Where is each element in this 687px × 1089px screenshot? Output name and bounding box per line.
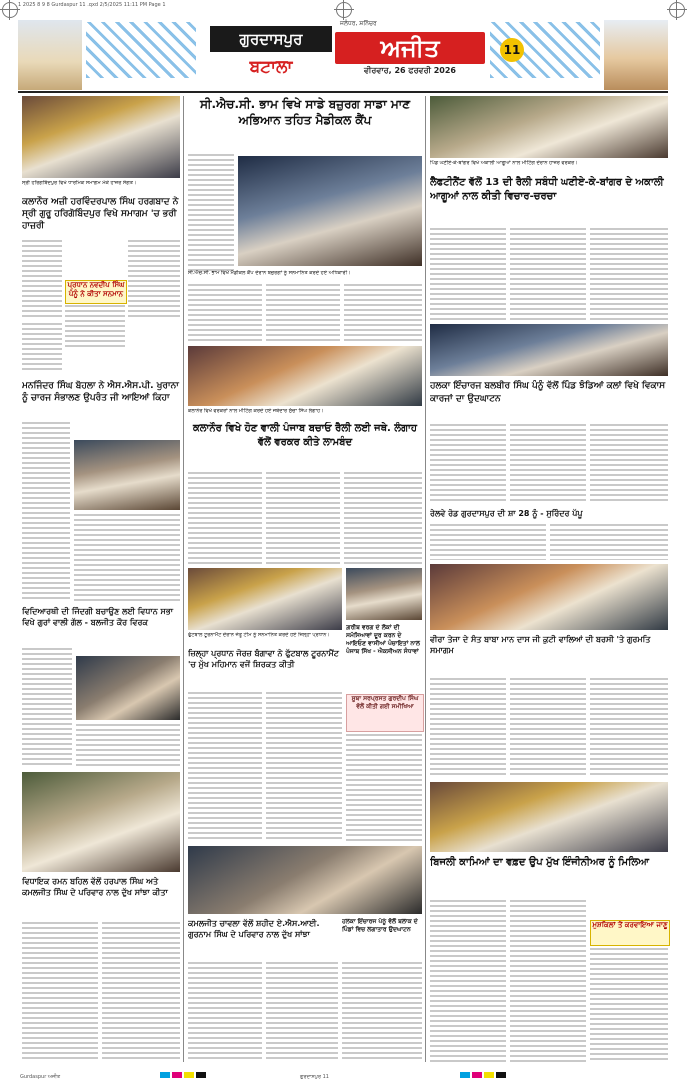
article-photo (346, 568, 422, 620)
cyan-swatch (160, 1072, 170, 1078)
article-headline: ਕਮਲਜੀਤ ਚਾਵਲਾ ਵੱਲੋਂ ਸ਼ਹੀਦ ਏ.ਐਸ.ਆਈ. ਗੁਰਨਾਮ ਸਿੰਘ ਦੇ ਪਰਿਵਾਰ ਨਾਲ ਦੁੱਖ ਸਾਂਝਾ (188, 919, 320, 939)
article-body (510, 424, 586, 504)
article-photo (238, 156, 422, 266)
decorative-pattern (86, 22, 196, 78)
highlight-box: ਸੂਬਾ ਸਰਪ੍ਰਸਤ ਗੁਰਦੀਪ ਸਿੰਘ ਵੱਲੋਂ ਕੀਤੀ ਗਈ ਸਮੀਖਿਆ (346, 694, 424, 732)
article-body (590, 424, 668, 504)
article-body (590, 228, 668, 320)
highlight-box: ਮੁਸ਼ਕਿਲਾਂ ਤੋਂ ਕਰਵਾਇਆ ਜਾਣੂ (590, 920, 670, 946)
article-photo (22, 772, 180, 872)
article-photo (74, 440, 180, 510)
article-photo (76, 656, 180, 720)
article-body (22, 240, 62, 320)
article-headline: ਹਲਕਾ ਇੰਚਾਰਜ ਪੰਨੂੰ ਵੱਲੋਂ ਬਲਾਕ ਦੇ ਪਿੰਡਾਂ ਵਿਚ ਲਗਾਤਾਰ ਉਦਘਾਟਨ (342, 918, 418, 933)
photo-caption: ਸੀ.ਐਚ.ਸੀ. ਭਾਮ ਵਿਖੇ ਮੈਡੀਕਲ ਕੈਂਪ ਦੌਰਾਨ ਬਜ਼ੁਰਗਾਂ ਨੂੰ ਸਨਮਾਨਿਤ ਕਰਦੇ ਹੋਏ ਅਧਿਕਾਰੀ। (188, 270, 351, 276)
article-body (65, 305, 125, 347)
article-body (266, 962, 338, 1062)
masthead-city: ਬਟਾਲਾ (249, 57, 293, 77)
article-body (74, 514, 180, 602)
article-body (430, 678, 506, 778)
lead-headline: ਸੀ.ਐਚ.ਸੀ. ਭਾਮ ਵਿਖੇ ਸਾਡੇ ਬਜ਼ੁਰਗ ਸਾਡਾ ਮਾਣ ਅਭਿਆਨ ਤਹਿਤ ਮੈਡੀਕਲ ਕੈਂਪ (199, 97, 411, 127)
article-body (344, 284, 422, 342)
article-headline: ਮਨਜਿੰਦਰ ਸਿੰਘ ਬੋਹਲਾ ਨੇ ਐਸ.ਐਸ.ਪੀ. ਖੁਰਾਨਾ ਨੂੰ ਚਾਰਜ ਸੰਭਾਲਣ ਉਪਰੰਤ ਜੀ ਆਇਆਂ ਕਿਹਾ (22, 381, 179, 403)
article-headline: ਵਿਧਾਇਕ ਰਮਨ ਬਹਿਲ ਵੱਲੋਂ ਹਰਪਾਲ ਸਿੰਘ ਅਤੇ ਕਮਲਜੀਤ ਸਿੰਘ ਦੇ ਪਰਿਵਾਰ ਨਾਲ ਦੁੱਖ ਸਾਂਝਾ ਕੀਤਾ (22, 877, 168, 897)
gurdwara-photo (18, 20, 82, 90)
yellow-swatch (184, 1072, 194, 1078)
article-headline: ਬਿਜਲੀ ਕਾਮਿਆਂ ਦਾ ਵਫ਼ਦ ਉਪ ਮੁੱਖ ਇੰਜੀਨੀਅਰ ਨੂੰ ਮਿਲਿਆ (430, 857, 649, 868)
photo-caption: ਫੁੱਟਬਾਲ ਟੂਰਨਾਮੈਂਟ ਦੌਰਾਨ ਜੇਤੂ ਟੀਮ ਨੂੰ ਸਨਮਾਨਿਤ ਕਰਦੇ ਹੋਏ ਜ਼ਿਲ੍ਹਾ ਪ੍ਰਧਾਨ। (188, 632, 330, 638)
article-photo (430, 564, 668, 630)
photo-caption: ਕਲਾਨੌਰ ਵਿਖੇ ਵਰਕਰਾਂ ਨਾਲ ਮੀਟਿੰਗ ਕਰਦੇ ਹੋਏ ਜਥੇਦਾਰ ਸੁੱਚਾ ਸਿੰਘ ਲੰਗਾਹ। (188, 408, 324, 414)
article-body (76, 724, 180, 768)
article-photo (188, 846, 422, 914)
article-body (346, 734, 422, 842)
black-swatch (496, 1072, 506, 1078)
masthead-rule (18, 91, 668, 93)
article-body (188, 154, 234, 274)
article-photo (430, 324, 668, 376)
article-body (430, 524, 546, 560)
magenta-swatch (472, 1072, 482, 1078)
magenta-swatch (172, 1072, 182, 1078)
article-body (344, 472, 422, 564)
black-swatch (196, 1072, 206, 1078)
article-photo (430, 782, 668, 852)
masthead-date: ਵੀਰਵਾਰ, 26 ਫਰਵਰੀ 2026 (364, 66, 456, 75)
article-body (188, 692, 262, 842)
article-photo (22, 96, 180, 178)
footer-left: Gurdaspur ਅਜੀਤ (20, 1074, 61, 1080)
masthead (18, 20, 668, 90)
article-body (188, 962, 262, 1062)
yellow-swatch (484, 1072, 494, 1078)
article-body (590, 678, 668, 778)
article-body (128, 240, 180, 320)
article-body (102, 922, 180, 1062)
article-body (430, 228, 506, 320)
cyan-swatch (460, 1072, 470, 1078)
article-headline: ਵਿਦਿਆਰਥੀ ਦੀ ਜਿੰਦਗੀ ਬਚਾਉਣ ਲਈ ਵਿਧਾਨ ਸਭਾ ਵਿਖੇ ਗੁਰਾਂ ਵਾਲੀ ਗੱਲ - ਬਲਜੀਤ ਕੌਰ ਵਿਰਕ (22, 607, 174, 627)
article-body (510, 228, 586, 320)
masthead-edition: ਜਲੰਧਰ, ਸ਼ਨਿੱਚਰ (340, 20, 377, 27)
article-headline: ਹਲਕਾ ਇੰਚਾਰਜ ਬਲਬੀਰ ਸਿੰਘ ਪੰਨੂੰ ਵੱਲੋਂ ਪਿੰਡ ਝੰਡਿਆਂ ਕਲਾਂ ਵਿਖੇ ਵਿਕਾਸ ਕਾਰਜਾਂ ਦਾ ਉਦਘਾਟਨ (430, 381, 666, 404)
article-body (510, 900, 586, 1062)
article-headline: ਜ਼ਿਲ੍ਹਾ ਪ੍ਰਧਾਨ ਜੋਰਜ਼ ਬੰਗਾਵਾ ਨੇ ਫੁੱਟਬਾਲ ਟੂਰਨਾਮੈਂਟ 'ਚ ਮੁੱਖ ਮਹਿਮਾਨ ਵਜੋਂ ਸ਼ਿਰਕਤ ਕੀਤੀ (188, 649, 339, 669)
article-body (430, 900, 506, 1062)
photo-caption: ਪਿੰਡ ਘਣੀਏ-ਕੇ-ਬਾਂਗਰ ਵਿਖੇ ਅਕਾਲੀ ਆਗੂਆਂ ਨਾਲ ਮੀਟਿੰਗ ਦੌਰਾਨ ਹਾਜ਼ਰ ਵਰਕਰ। (430, 160, 578, 166)
article-headline: ਵੀਰਾ ਤੇਜਾ ਦੇ ਸੰਤ ਬਾਬਾ ਮਾਨ ਦਾਸ ਜੀ ਕੁਟੀ ਵਾਲਿਆਂ ਦੀ ਬਰਸੀ 'ਤੇ ਗੁਰਮਤਿ ਸਮਾਗਮ (430, 635, 651, 655)
article-body (266, 472, 340, 564)
column-divider (183, 96, 184, 1062)
article-body (22, 323, 62, 373)
masthead-region: ਗੁਰਦਾਸਪੁਰ (210, 26, 332, 52)
article-body (510, 678, 586, 778)
article-body (22, 648, 72, 768)
article-headline: ਰੇਲਵੇ ਰੋਡ ਗੁਰਦਾਸਪੁਰ ਦੀ ਸ਼ਾ 28 ਨੂੰ - ਸੁਰਿੰਦਰ ਪੱਪੂ (430, 509, 583, 518)
article-body (188, 472, 262, 564)
article-headline: ਕਲਾਨੌਰ ਅਜ਼ੀ ਹਰਵਿੰਦਰਪਾਲ ਸਿੰਘ ਹਰਗਬਾਦ ਨੇ ਸ੍ਰੀ ਗੁਰੂ ਹਰਿਗੋਬਿੰਦਪੁਰ ਵਿਖੇ ਸਮਾਗਮ 'ਚ ਭਰੀ ਹਾਜ਼ਰੀ (22, 197, 179, 231)
registration-mark-icon (2, 2, 18, 18)
article-photo (188, 346, 422, 406)
color-calibration-bar (0, 1068, 687, 1080)
article-body (22, 422, 70, 602)
article-body (342, 962, 422, 1062)
article-photo (188, 568, 342, 630)
article-headline: ਲੈਫਟੀਨੈਂਟ ਵੱਲੋਂ 13 ਦੀ ਰੈਲੀ ਸਬੰਧੀ ਘਣੀਏ-ਕੇ-ਬਾਂਗਰ ਦੇ ਅਕਾਲੀ ਆਗੂਆਂ ਨਾਲ ਕੀਤੀ ਵਿਚਾਰ-ਚਰਚਾ (430, 177, 664, 202)
article-body (550, 524, 668, 560)
highlight-box: ਪ੍ਰਧਾਨ ਨਵਦੀਪ ਸਿੰਘ ਪੰਨੂੰ ਨੇ ਕੀਤਾ ਸਨਮਾਨ (65, 280, 127, 304)
article-photo (430, 96, 668, 158)
article-body (430, 424, 506, 504)
article-body (188, 284, 262, 342)
article-body (266, 692, 342, 842)
masthead-title-block (200, 20, 521, 84)
article-body (266, 284, 340, 342)
print-slug: 1 2025 8 9 8 Gurdaspur 11 .qxd 2/5/2025 11:11 PM Page 1 (18, 2, 166, 8)
article-body (22, 922, 98, 1062)
footer-right: ਗੁਰਦਾਸਪੁਰ 11 (300, 1074, 329, 1080)
article-body (590, 948, 668, 1062)
masthead-brand: ਅਜੀਤ (335, 32, 485, 64)
column-divider (425, 96, 426, 1062)
registration-mark-icon (336, 2, 352, 18)
article-headline: ਕਲਾਨੌਰ ਵਿਖੇ ਹੋਣ ਵਾਲੀ ਪੰਜਾਬ ਬਚਾਓ ਰੈਲੀ ਲਈ ਜਥੇ. ਲੰਗਾਹ ਵੱਲੋਂ ਵਰਕਰ ਕੀਤੇ ਲਾਮਬੰਦ (192, 423, 418, 448)
temple-photo (604, 20, 668, 90)
registration-mark-icon (669, 2, 685, 18)
article-headline: ਗ਼ਰੀਬ ਵਰਗ ਦੇ ਲੋਕਾਂ ਦੀ ਸਮੱਸਿਆਵਾਂ ਦੂਰ ਕਰਨ ਦੇ ਆਇਓਣ ਵਾਸੀਆਂ ਪੰਚਾਇਤਾਂ ਨਾਲ ਪੰਜਾਬ ਸਿੱਖ - ਐਕਸੀਅਨ ਸੰਧਾਵਾਂ (346, 624, 420, 655)
photo-caption: ਸ੍ਰੀ ਹਰਿਗੋਬਿੰਦਪੁਰ ਵਿਖੇ ਧਾਰਮਿਕ ਸਮਾਗਮ ਮੌਕੇ ਹਾਜ਼ਰ ਸੰਗਤ। (22, 180, 137, 186)
page-number-badge: 11 (500, 38, 524, 62)
